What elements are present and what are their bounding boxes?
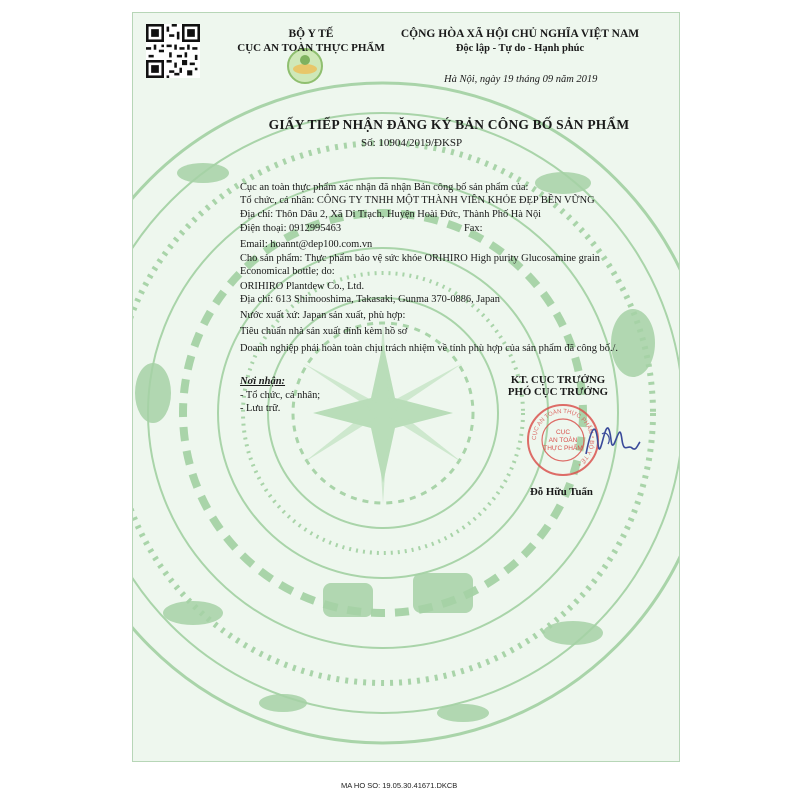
national-motto: Độc lập - Tự do - Hạnh phúc xyxy=(455,43,585,54)
issuing-agency-header xyxy=(216,28,406,54)
recipient-item: - Tổ chức, cá nhân; xyxy=(240,390,321,401)
signer-role-1: KT. CỤC TRƯỞNG xyxy=(510,374,606,386)
document-title: GIẤY TIẾP NHẬN ĐĂNG KÝ BẢN CÔNG BỐ SẢN PHẨM xyxy=(268,117,630,132)
republic-name: CỘNG HÒA XÃ HỘI CHỦ NGHĨA VIỆT NAM xyxy=(400,28,640,40)
email-line: Email: hoannt@dep100.com.vn xyxy=(240,239,373,250)
dossier-code: MA HO SO: 19.05.30.41671.DKCB xyxy=(341,781,458,790)
document-number: Số: 10904/2019/ĐKSP xyxy=(361,137,463,149)
responsibility-line: Doanh nghiệp phải hoàn toàn chịu trách nhiệm về tính phù hợp của sản phẩm đã công bố./. xyxy=(240,343,619,354)
qr-code[interactable] xyxy=(146,24,200,78)
stamp-center-line-1: CỤC xyxy=(555,429,571,436)
national-header xyxy=(392,28,648,54)
manufacturer-address-line: Địa chỉ: 613 Shimooshima, Takasaki, Gunma 370-0886, Japan xyxy=(240,294,500,305)
signer-title-block xyxy=(470,374,646,398)
standard-line: Tiêu chuẩn nhà sản xuất đính kèm hồ sơ xyxy=(240,326,408,337)
fax-line: Fax: xyxy=(464,223,483,234)
phone-line: Điện thoại: 0912995463 xyxy=(240,223,342,234)
product-line-1: Cho sản phẩm: Thực phẩm bảo vệ sức khỏe ORIHIRO High purity Glucosamine grain xyxy=(240,253,600,264)
address-line: Địa chỉ: Thôn Dâu 2, Xã Di Trạch, Huyện Hoài Đức, Thành Phố Hà Nội xyxy=(240,209,542,220)
intro-text: Cục an toàn thực phẩm xác nhận đã nhận Bản công bố sản phẩm của: xyxy=(240,182,529,193)
stamp-center-line-2: AN TOÀN xyxy=(548,437,578,444)
handwritten-signature xyxy=(582,414,642,464)
agency-name: CỤC AN TOÀN THỰC PHẨM xyxy=(237,42,385,54)
stamp-center-line-3: THỰC PHẨM xyxy=(543,445,583,452)
stamp-ring-text: CỤC AN TOÀN THỰC PHẨM * BỘ Y TẾ * xyxy=(531,408,595,467)
origin-line: Nước xuất xứ: Japan sản xuất, phù hợp: xyxy=(240,310,406,321)
organization-line: Tổ chức, cá nhân: CÔNG TY TNHH MỘT THÀNH VIÊN KHỎE ĐẸP BỀN VỮNG xyxy=(240,195,595,206)
manufacturer-line: ORIHIRO Plantdew Co., Ltd. xyxy=(240,281,365,292)
product-line-2: Economical bottle; do: xyxy=(240,266,335,277)
signer-role-2: PHÓ CỤC TRƯỞNG xyxy=(507,386,609,398)
recipient-item: - Lưu trữ. xyxy=(240,403,281,414)
place-date: Hà Nội, ngày 19 tháng 09 năm 2019 xyxy=(444,74,598,85)
recipients-title: Nơi nhận: xyxy=(240,376,286,387)
signer-name: Đỗ Hữu Tuấn xyxy=(530,486,593,498)
ministry-name: BỘ Y TẾ xyxy=(288,28,334,40)
